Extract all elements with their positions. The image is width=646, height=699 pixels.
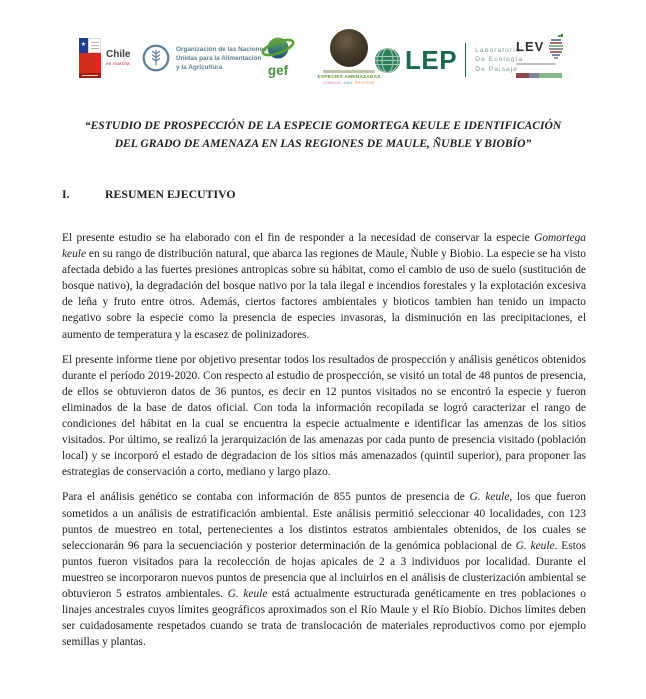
logo-lep [374, 43, 523, 77]
document-title: “ESTUDIO DE PROSPECCIÓN DE LA ESPECIE GOMORTEGA KEULE E IDENTIFICACIÓN DEL GRADO DE AMENAZA EN LAS REGIONES DE MAULE, ÑUBLE Y BIOBÍO” [84, 119, 562, 150]
especies-slogan-word: AMA, [343, 81, 354, 85]
logo-lev [516, 34, 566, 78]
logo-gobierno-chile [79, 38, 130, 78]
logo-gef [259, 32, 297, 78]
section-heading [62, 187, 586, 202]
fao-name [176, 45, 267, 72]
lev-microtext [516, 63, 556, 65]
fao-name-line: y la Agricultura [176, 63, 223, 71]
lev-plant-icon [546, 34, 566, 60]
lev-color-bar [516, 73, 562, 78]
especies-title: ESPECIES AMENAZADAS [317, 74, 381, 80]
gef-wordmark: gef [267, 63, 289, 78]
chile-tagline: en marcha [106, 60, 130, 66]
especies-slogan-word: PROTEGE [354, 81, 375, 85]
lep-acronym: LEP [405, 45, 458, 75]
fao-emblem-icon [142, 44, 170, 72]
chile-star-icon: ★ [79, 38, 88, 53]
chile-footer-microtext [79, 73, 101, 78]
lep-globe-icon [374, 47, 401, 74]
gef-globe-icon [259, 32, 297, 65]
logo-fao [142, 44, 267, 72]
especies-photo-circle-icon [330, 29, 368, 67]
section-number: I. [62, 187, 70, 201]
paragraph: El presente estudio se ha elaborado con el fin de responder a la necesidad de conservar la especie Gomortega keule en su rango de distribución natural, que abarca las regiones de Maule, Ñuble y Biobio. La especie se ha visto afectada debido a las fuertes presiones antropicas sobre su hábitat, como el cambio de uso de suelo (sustitución de bosque nativo), la degradación del bosque nativo por la tala ilegal e incendios forestales y la explotación excesiva de leña y fruto entre otros. Además, ciertos factores ambientales y bioticos tambien han tenido un impacto negativo sobre la especie como la presencia de especies invasoras, la disminución en las precipitaciones, el aumento de temperatura y la escasez de polinizadores. [62, 232, 586, 341]
lep-name-line: Laboratorio [475, 46, 521, 54]
fao-name-line: Organización de las Naciones [176, 45, 267, 53]
fao-name-line: Unidas para la Alimentación [176, 54, 262, 62]
chile-red-band [79, 53, 101, 73]
especies-microtext [323, 70, 375, 73]
logo-especies-amenazadas [316, 29, 382, 85]
chile-flag-shield-icon [79, 38, 101, 78]
especies-slogan-word: CONOCE, [323, 81, 343, 85]
lev-acronym: LEV [516, 39, 545, 54]
document-body [62, 230, 586, 659]
section-title: RESUMEN EJECUTIVO [105, 187, 236, 201]
lep-name-line: De Paisaje [475, 65, 518, 73]
lep-name-line: De Ecología [475, 56, 524, 63]
chile-wordmark: Chile [106, 48, 131, 60]
lep-divider [465, 43, 466, 77]
paragraph: El presente informe tiene por objetivo presentar todos los resultados de prospección y análisis genéticos obtenidos durante el período 2019-2020. Con respecto al estudio de prospección, se visitó un total de 48 puntos de presencia, de ellos se obtuvieron datos de 36 puntos, es decir en 12 puntos visitados no se encontró la especie y fueron eliminados de la base de datos oficial. Con toda la información recopilada se logró caracterizar el rango de condiciones del hábitat en la cual se encuentra la especie actualmente e identificar las amenzas de los sitios visitados. Por último, se realizó la jerarquización de las amenazas por cada punto de presencia visitado (población local) y se incorporó el estado de degradacion de los sitios más amenazados (quintil superior), para proponer las estrategias de conservación a corto, mediano y largo plazo. [62, 353, 586, 479]
especies-slogan [323, 81, 375, 85]
paragraph: Para el análisis genético se contaba con información de 855 puntos de presencia de G. keule, los que fueron sometidos a un análisis de estratificación ambiental. Este análisis permitió seleccionar 40 localidades, con 123 puntos de muestreo en total, pertenecientes a los distintos estratos ambientales obtenidos, de los cuales se seleccionarán 96 para la secuenciación y posterior determinación de la genómica poblacional de G. keule. Estos puntos fueron visitados para la recolección de hojas apicales de 2 a 3 individuos por localidad. Durante el muestreo se incorporaron nuevos puntos de presencia que al incluirlos en el análisis de clusterización ambiental se obtuvieron 5 estratos ambientales. G. keule está actualmente estructurada genéticamente en tres poblaciones o linajes ancestrales cuyos límites geográficos aproximados son el Río Maule y el Río Biobío. Dichos límites deben ser cuidadosamente respetados cuando se trata de translocación de materiales reproductivos como por ejemplo semillas y plantas. [62, 491, 586, 649]
ministry-microtext [88, 38, 101, 53]
